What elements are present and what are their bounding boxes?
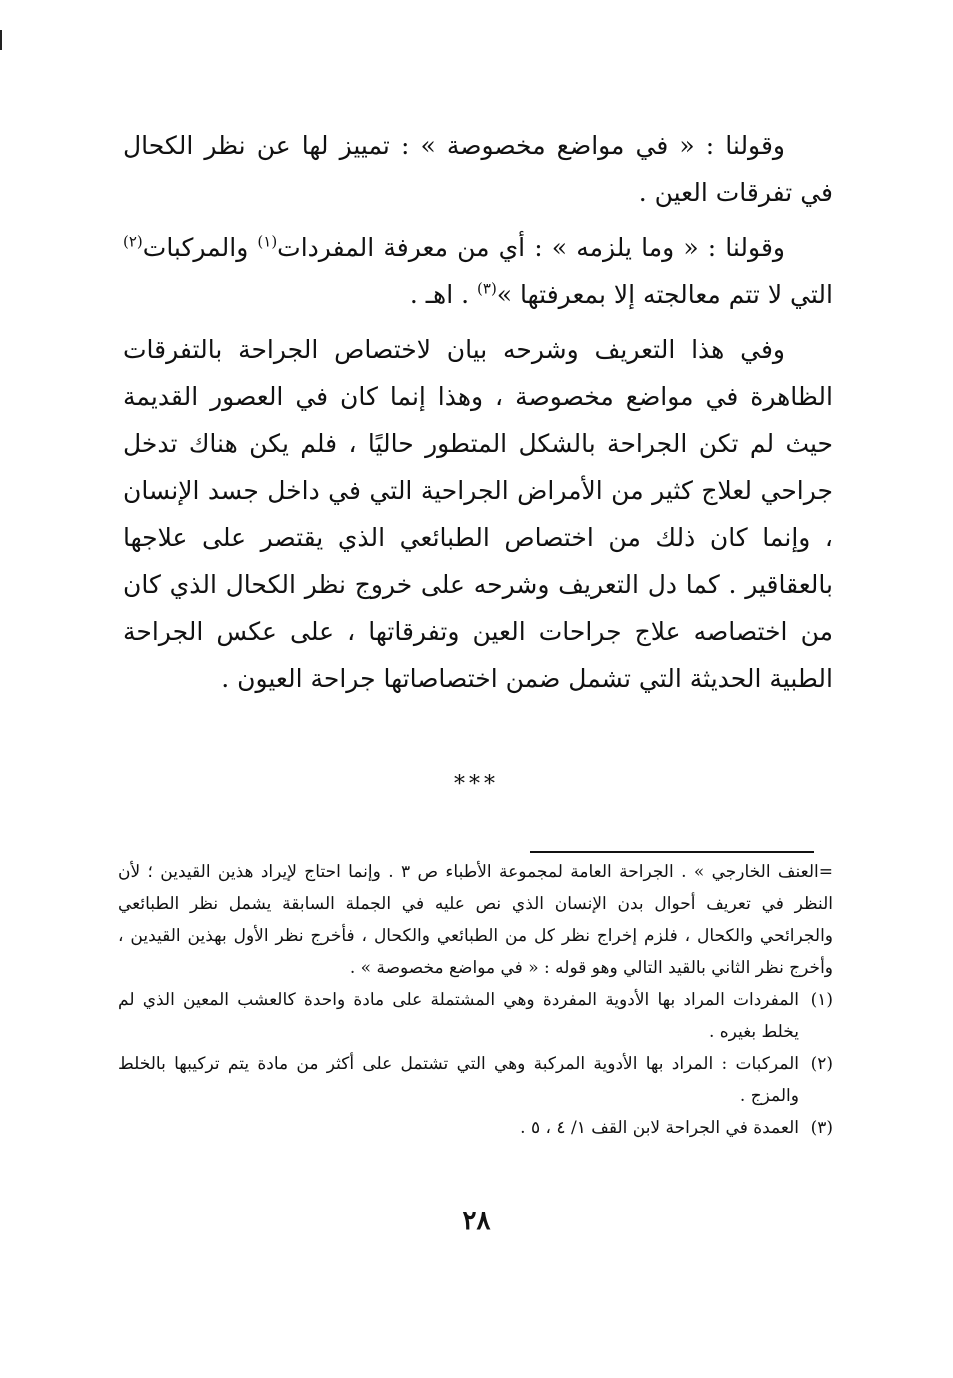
paragraph-3: [123, 326, 833, 702]
footnote-text: العمدة في الجراحة لابن القف ١/ ٤ ، ٥ .: [520, 1118, 799, 1138]
footnote-text: المركبات : المراد بها الأدوية المركبة وهي التي تشتمل على أكثر من مادة يتم تركيبها بالخلط والمزج .: [118, 1054, 799, 1106]
footnote-continuation: =العنف الخارجي » . الجراحة العامة لمجموعة الأطباء ص ٣ . وإنما احتاج لإيراد هذين القيدين ؛ لأن النظر في تعريف أحوال بدن الإنسان الذي نص عليه في الجملة السابقة يشمل نظر الطبائعي والجرائحي والكحال ، فلزم إخراج نظر كل من الطبائعي والكحال ، فأخرج نظر الأول بهذين القيدين ، وأخرج نظر الثاني بالقيد التالي وهو قوله : « في مواضع مخصوصة » .: [118, 862, 833, 978]
paragraph-2-text-after: التي لا تتم معالجته إلا بمعرفتها »: [496, 280, 833, 309]
footnote-number: (٣): [810, 1118, 833, 1138]
footnote-divider: [530, 851, 814, 853]
footnotes: [118, 856, 833, 1144]
footnote-ref-3: (٣): [477, 279, 497, 298]
paragraph-2-text-middle: والمركبات: [142, 233, 258, 262]
footnote-3: [118, 1112, 833, 1144]
paragraph-1-text: وقولنا : « في مواضع مخصوصة » : تمييز لها عن نظر الكحال في تفرقات العين .: [123, 131, 833, 207]
main-text: [123, 122, 833, 702]
page-number: ٢٨: [462, 1206, 491, 1236]
footnote-ref-1: (١): [257, 232, 278, 251]
section-separator: ***: [454, 772, 499, 797]
paragraph-2-text-end: . اهـ .: [409, 280, 478, 309]
paragraph-3-text: وفي هذا التعريف وشرحه بيان لاختصاص الجراحة بالتفرقات الظاهرة في مواضع مخصوصة ، وهذا إنما كان في العصور القديمة حيث لم تكن الجراحة بالشكل المتطور حاليًا ، فلم يكن هناك تدخل جراحي لعلاج كثير من الأمراض الجراحية التي في داخل جسد الإنسان ، وإنما كان ذلك من اختصاص الطبائعي الذي يقتصر على علاجها بالعقاقير . كما دل التعريف وشرحه على خروج نظر الكحال الذي كان من اختصاصه علاج جراحات العين وتفرقاتها ، على عكس الجراحة الطبية الحديثة التي تشمل ضمن اختصاصاتها جراحة العيون .: [123, 335, 833, 693]
footnote-2: [118, 1048, 833, 1112]
paragraph-2: [123, 224, 833, 318]
paragraph-1: [123, 122, 833, 216]
footnote-number: (٢): [810, 1054, 833, 1074]
paragraph-2-text-start: وقولنا : « وما يلزمه » : أي من معرفة المفردات: [277, 233, 785, 262]
footnote-1: [118, 984, 833, 1048]
footnote-number: (١): [810, 990, 833, 1010]
footnote-text: المفردات المراد بها الأدوية المفردة وهي المشتملة على مادة واحدة كالعشب المعين الذي لم يخلط بغيره .: [118, 990, 799, 1042]
footnote-ref-2: (٢): [123, 232, 143, 251]
